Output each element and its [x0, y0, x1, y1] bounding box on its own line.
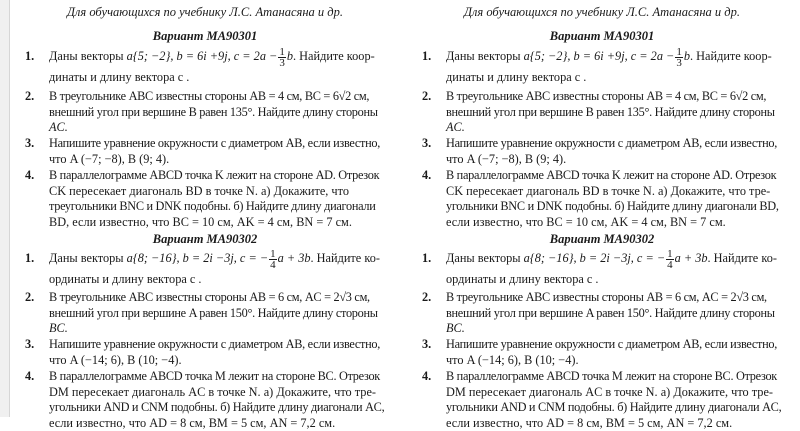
task-number: 1.	[25, 49, 35, 63]
task-number: 4.	[422, 369, 432, 383]
task-line: если известно, что AD = 8 см, BM = 5 см, AN = 7,2 см.	[446, 415, 733, 430]
task-line: что A (−7; −8), B (9; 4).	[446, 151, 567, 166]
task-2	[422, 290, 782, 337]
task-line: BD, если известно, что BC = 10 см, AK = 4 см, BN = 7 см.	[49, 214, 352, 229]
task-line: внешний угол при вершине B равен 135°. Найдите длину стороны	[49, 104, 378, 119]
task-line: угольники BNC и DNK подобны. б) Найдите длину диагонали BD,	[446, 199, 779, 214]
vector-formula: a{8; −16}, b = 2i −3j, c = −	[126, 251, 269, 265]
task-1	[25, 248, 385, 287]
task-text: динаты и длину вектора c .	[49, 69, 190, 84]
task-line: AC.	[49, 120, 68, 135]
task-number: 1.	[422, 49, 432, 63]
task-text: . Найдите коор-	[293, 49, 375, 63]
task-line: угольники AND и CNM подобны. б) Найдите длину диагонали AC,	[446, 400, 782, 415]
task-line: BC.	[446, 321, 465, 336]
vector-formula: a{5; −2}, b = 6i +9j, c = 2a −	[126, 49, 278, 63]
vector-formula-tail: b	[286, 49, 293, 63]
task-number: 2.	[25, 290, 35, 304]
fraction: $\frac{1}{4}$	[667, 247, 673, 271]
page-header: Для обучающихся по учебнику Л.С. Атанасяна и др.	[463, 5, 740, 19]
variant-title: Вариант МА90302	[152, 232, 258, 246]
left-scroll-gutter	[0, 0, 10, 417]
task-line: DM пересекает диагональ AC в точке N. а) Докажите, что тре-	[446, 384, 774, 399]
task-number: 3.	[422, 337, 432, 351]
task-line: BC.	[49, 321, 68, 336]
task-4	[25, 369, 385, 431]
task-line: CK пересекает диагональ BD в точке N. а) Докажите, что	[49, 183, 349, 198]
task-line: В треугольнике ABC известны стороны AB = 4 см, BC = 6√2 см,	[49, 89, 370, 103]
task-number: 2.	[422, 290, 432, 304]
task-line: если известно, что AD = 8 см, BM = 5 см, AN = 7,2 см.	[49, 415, 336, 430]
task-3	[422, 337, 782, 368]
task-text: Даны векторы	[446, 251, 524, 265]
task-text: Даны векторы	[49, 49, 127, 63]
task-number: 4.	[422, 168, 432, 182]
task-line: В параллелограмме ABCD точка M лежит на стороне BC. Отрезок	[446, 369, 777, 383]
task-line: если известно, что BC = 10 см, AK = 4 см, BN = 7 см.	[446, 214, 726, 229]
variant-title: Вариант МА90301	[549, 29, 655, 43]
task-number: 2.	[422, 89, 432, 103]
task-4	[422, 369, 782, 431]
vector-formula: a{8; −16}, b = 2i −3j, c = −	[523, 251, 666, 265]
task-2	[25, 290, 385, 337]
task-line: внешний угол при вершине A равен 150°. Найдите длину стороны	[446, 305, 775, 320]
vector-formula-tail: a + 3b	[277, 251, 311, 265]
task-line: Напишите уравнение окружности с диаметром AB, если известно,	[49, 337, 381, 351]
task-line: Напишите уравнение окружности с диаметром AB, если известно,	[446, 136, 778, 150]
task-text: Даны векторы	[49, 251, 127, 265]
variant-title: Вариант МА90301	[152, 29, 258, 43]
task-line: В параллелограмме ABCD точка M лежит на стороне BC. Отрезок	[49, 369, 380, 383]
task-2	[25, 89, 385, 136]
task-text: . Найдите коор-	[690, 49, 772, 63]
task-1	[422, 248, 782, 287]
task-line: В параллелограмме ABCD точка K лежит на стороне AD. Отрезок	[446, 168, 777, 182]
task-line: CK пересекает диагональ BD в точке N. а) Докажите, что тре-	[446, 183, 771, 198]
task-text: динаты и длину вектора c .	[446, 69, 587, 84]
task-line: Напишите уравнение окружности с диаметром AB, если известно,	[446, 337, 778, 351]
page-header: Для обучающихся по учебнику Л.С. Атанасяна и др.	[66, 5, 343, 19]
task-line: что A (−14; 6), B (10; −4).	[446, 352, 579, 367]
task-line: угольники AND и CNM подобны. б) Найдите длину диагонали AC,	[49, 400, 385, 415]
vector-formula-tail: b	[683, 49, 690, 63]
task-4	[422, 168, 782, 230]
task-line: Напишите уравнение окружности с диаметром AB, если известно,	[49, 136, 381, 150]
task-3	[25, 337, 385, 368]
task-text: . Найдите ко-	[707, 251, 777, 265]
task-line: В треугольнике ABC известны стороны AB = 4 см, BC = 6√2 см,	[446, 89, 767, 103]
vector-formula-tail: a + 3b	[674, 251, 708, 265]
task-text: ординаты и длину вектора c .	[49, 271, 202, 286]
task-number: 1.	[25, 251, 35, 265]
task-number: 1.	[422, 251, 432, 265]
task-line: В треугольнике ABC известны стороны AB = 6 см, AC = 2√3 см,	[446, 290, 767, 304]
task-3	[422, 136, 782, 167]
task-line: AC.	[446, 120, 465, 135]
vector-formula: a{5; −2}, b = 6i +9j, c = 2a −	[523, 49, 675, 63]
task-line: В параллелограмме ABCD точка K лежит на стороне AD. Отрезок	[49, 168, 380, 182]
task-line: В треугольнике ABC известны стороны AB = 6 см, AC = 2√3 см,	[49, 290, 370, 304]
task-2	[422, 89, 782, 136]
task-number: 4.	[25, 168, 35, 182]
task-line: треугольники BNC и DNK подобны. б) Найдите длину диагонали	[49, 199, 376, 214]
fraction: $\frac{1}{3}$	[279, 45, 285, 69]
task-line: что A (−7; −8), B (9; 4).	[49, 151, 170, 166]
task-3	[25, 136, 385, 167]
task-text: . Найдите ко-	[310, 251, 380, 265]
task-number: 3.	[25, 136, 35, 150]
task-text: Даны векторы	[446, 49, 524, 63]
task-number: 3.	[25, 337, 35, 351]
task-number: 2.	[25, 89, 35, 103]
task-line: внешний угол при вершине B равен 135°. Найдите длину стороны	[446, 104, 775, 119]
task-4	[25, 168, 385, 230]
task-line: DM пересекает диагональ AC в точке N. а) Докажите, что тре-	[49, 384, 377, 399]
task-text: ординаты и длину вектора c .	[446, 271, 599, 286]
fraction: $\frac{1}{3}$	[676, 45, 682, 69]
task-number: 4.	[25, 369, 35, 383]
task-line: что A (−14; 6), B (10; −4).	[49, 352, 182, 367]
task-1	[422, 46, 782, 85]
task-number: 3.	[422, 136, 432, 150]
task-1	[25, 46, 385, 85]
variant-title: Вариант МА90302	[549, 232, 655, 246]
fraction: $\frac{1}{4}$	[270, 247, 276, 271]
task-line: внешний угол при вершине A равен 150°. Найдите длину стороны	[49, 305, 378, 320]
